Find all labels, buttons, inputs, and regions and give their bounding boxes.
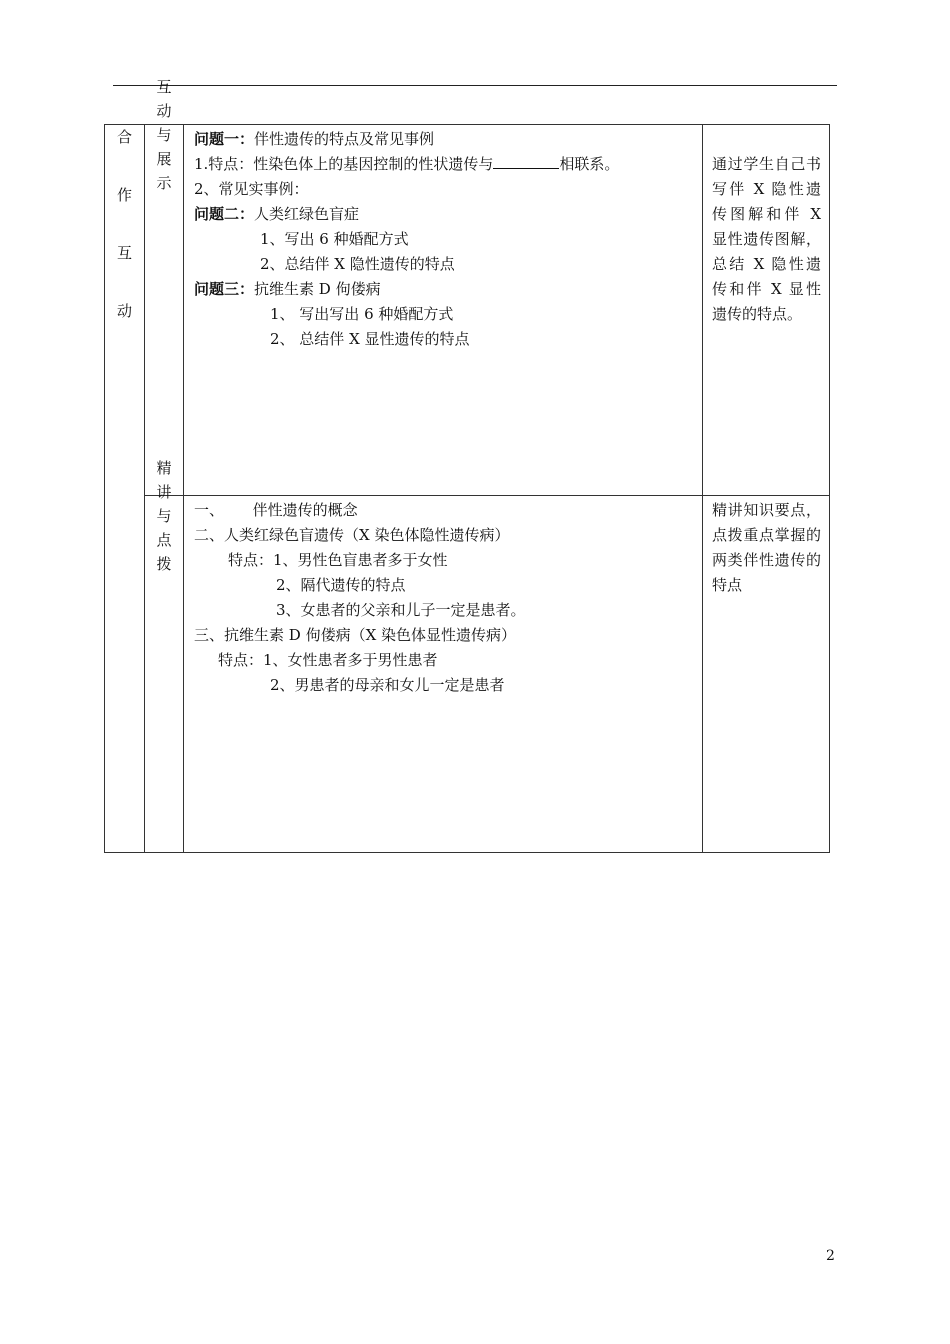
- point-1: 一、 伴性遗传的概念: [194, 501, 358, 519]
- table-row: [105, 496, 830, 853]
- sub-label-cell: [145, 78, 184, 496]
- note-cell: [703, 496, 830, 853]
- design-note: 通过学生自己书写伴 X 隐性遗传图解和伴 X 显性遗传图解，总结 X 隐性遗传和伴 X 显性遗传的特点。: [712, 155, 821, 323]
- sub-label-cell: [145, 459, 184, 853]
- point-2-feature-2: 2、隔代遗传的特点: [276, 576, 406, 594]
- point-2: 二、人类红绿色盲遗传（X 染色体隐性遗传病）: [194, 526, 510, 544]
- point-3-feature-2: 2、男患者的母亲和女儿一定是患者: [270, 676, 505, 694]
- question-2: 问题二：人类红绿色盲症: [194, 205, 360, 223]
- question-2-item-1: 1、写出 6 种婚配方式: [260, 230, 409, 248]
- section-label: 合 作 互 动: [116, 128, 132, 320]
- question-3-item-2: 2、 总结伴 X 显性遗传的特点: [270, 330, 470, 348]
- question-3-item-1: 1、 写出写出 6 种婚配方式: [270, 305, 454, 323]
- question-1-item-1: 1.特点：性染色体上的基因控制的性状遗传与 相联系。: [194, 155, 620, 173]
- question-1-item-2: 2、常见实事例：: [194, 180, 309, 198]
- content-cell: [184, 496, 703, 853]
- point-3-feature-1: 特点：1、女性患者多于男性患者: [218, 651, 438, 669]
- question-3: 问题三：抗维生素 D 佝偻病: [194, 280, 381, 298]
- page-number: 2: [826, 1248, 835, 1264]
- point-2-feature-3: 3、女患者的父亲和儿子一定是患者。: [276, 601, 526, 619]
- sub-label-interaction: 互 动 与 展 示: [156, 78, 172, 192]
- point-2-feature-1: 特点：1、男性色盲患者多于女性: [228, 551, 448, 569]
- note-cell: [703, 125, 830, 496]
- point-3: 三、抗维生素 D 佝偻病（X 染色体显性遗传病）: [194, 626, 517, 644]
- lesson-plan-table: [104, 78, 830, 853]
- question-1: 问题一：伴性遗传的特点及常见事例: [194, 130, 435, 148]
- section-label-cell: [105, 125, 145, 853]
- fill-in-blank: [493, 154, 559, 169]
- sub-label-explanation: 精 讲 与 点 拨: [156, 459, 172, 573]
- table-row: [105, 125, 830, 496]
- header-rule: [113, 85, 837, 86]
- design-note: 精讲知识要点，点拨重点掌握的两类伴性遗传的特点: [712, 501, 821, 594]
- question-2-item-2: 2、总结伴 X 隐性遗传的特点: [260, 255, 455, 273]
- content-cell: [184, 125, 703, 496]
